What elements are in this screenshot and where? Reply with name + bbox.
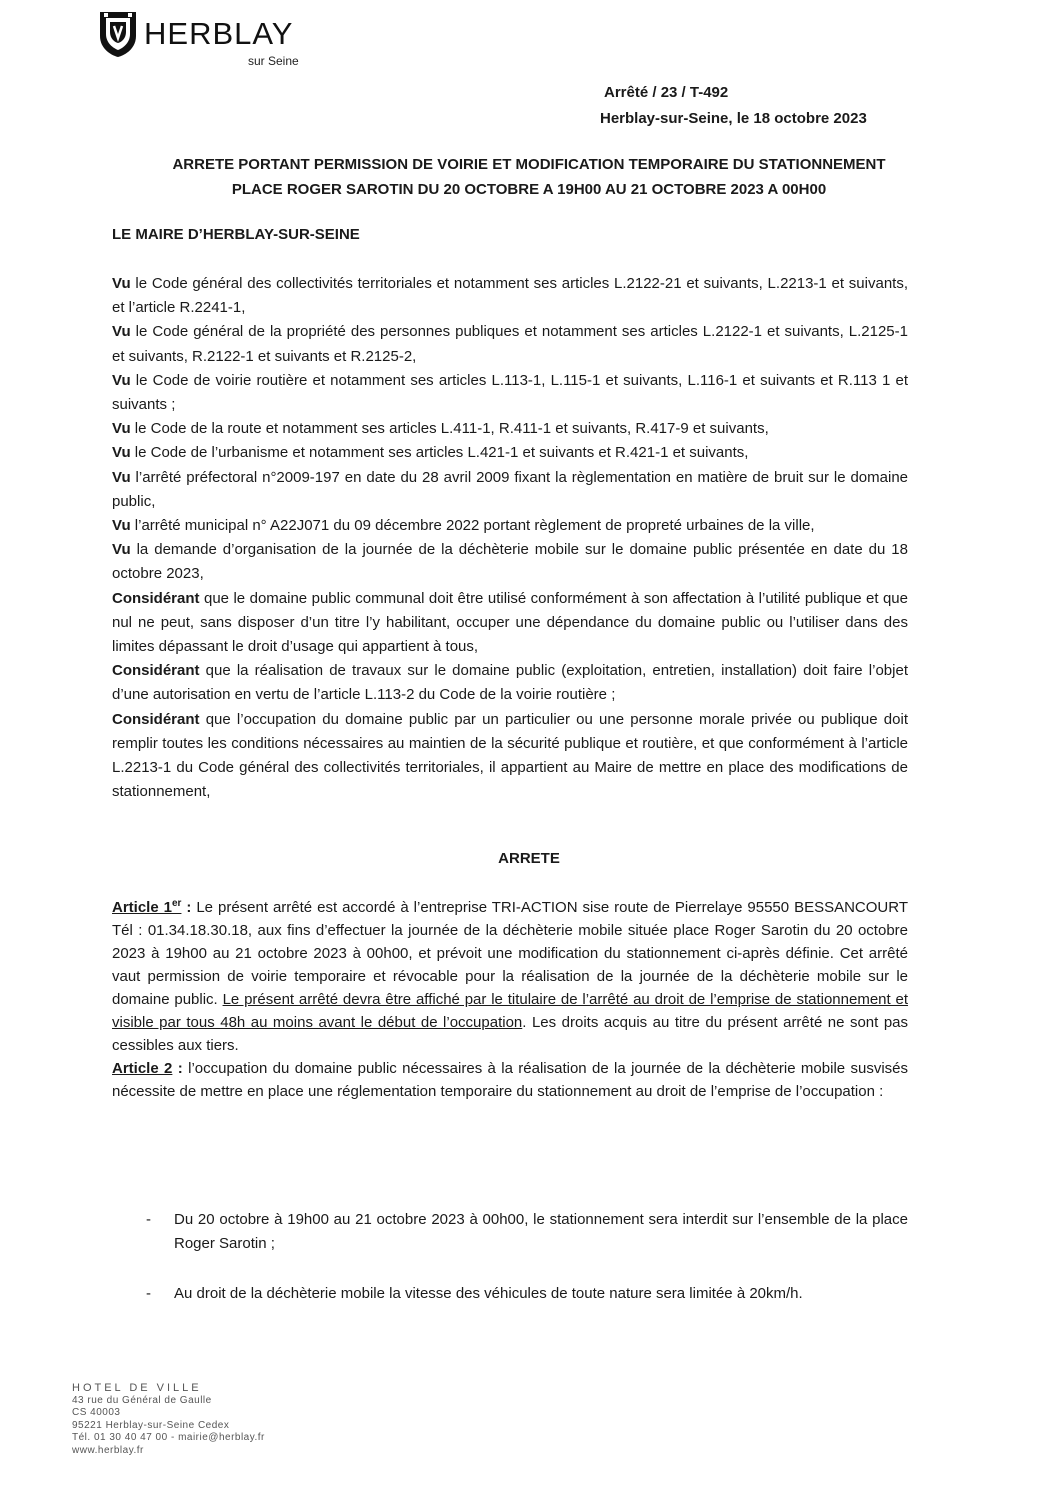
authority-heading: LE MAIRE D’HERBLAY-SUR-SEINE [112,226,360,243]
article-2: Article 2 : l’occupation du domaine public nécessaires à la réalisation de la journée de la déchèterie mobile susvisés nécessite de mettre en place une réglementation temporaire du stationnement au droit de l’emprise de l’occupation : [112,1060,908,1100]
recital: Vu le Code de la route et notamment ses articles L.411-1, R.411-1 et suivants, R.417-9 et suivants, [112,420,769,438]
footer-postbox: CS 40003 [72,1407,121,1418]
decree-reference-block [600,80,867,132]
decree-reference: Arrêté / 23 / T-492 [604,84,729,101]
article-1: Article 1er : Le présent arrêté est accordé à l’entreprise TRI-ACTION sise route de Pierrelaye 95550 BESSANCOURT Tél : 01.34.18.30.18, aux fins d’effectuer la journée de la déchèterie mobile située place Roger Sarotin du 20 octobre 2023 à 19h00 au 21 octobre 2023 à 00h00, et prévoit une modification du stationnement ci-après définie. Cet arrêté vaut permission de voirie temporaire et révocable pour la réalisation de la journée de la déchèterie mobile sur le domaine public. Le présent arrêté devra être affiché par le titulaire de l’arrêté au droit de l’emprise de stationnement et visible par tous 48h au moins avant le début de l’occupation. Les droits acquis au titre du présent arrêté ne sont pas cessibles aux tiers. [112,898,909,1054]
title-line-1: ARRETE PORTANT PERMISSION DE VOIRIE ET MODIFICATION TEMPORAIRE DU STATIONNEMENT [172,156,886,173]
measures-list [146,1208,908,1332]
recital: Considérant que le domaine public communal doit être utilisé conformément à son affectation à l’utilité publique et que nul ne peut, sans disposer d’un titre l’y habilitant, occuper une dépendance du domaine public ou l’utiliser dans des limites dépassant le droit d’usage qui appartient à tous, [112,589,908,656]
recital: Vu la demande d’organisation de la journée de la déchèterie mobile sur le domaine public présentée en date du 18 octobre 2023, [112,541,908,583]
articles [112,896,908,1103]
title-line-2: PLACE ROGER SAROTIN DU 20 OCTOBRE A 19H00 AU 21 OCTOBRE 2023 A 00H00 [231,181,827,198]
footer-website: www.herblay.fr [72,1444,144,1456]
recital: Vu l’arrêté municipal n° A22J071 du 09 décembre 2022 portant règlement de propreté urbaines de la ville, [112,517,815,535]
list-item: - Au droit de la déchèterie mobile la vitesse des véhicules de toute nature sera limitée à 20km/h. [146,1285,803,1302]
logo-wordmark: HERBLAY [144,16,294,51]
recital: Vu le Code général de la propriété des personnes publiques et notamment ses articles L.2122-1 et suivants, L.2125-1 et suivants, R.2122-1 et suivants et R.2125-2, [112,323,908,365]
place-and-date: Herblay-sur-Seine, le 18 octobre 2023 [600,110,867,127]
herblay-logo [98,8,338,68]
footer-title: HOTEL DE VILLE [72,1382,202,1394]
recitals [112,272,908,804]
recital: Vu le Code de voirie routière et notamment ses articles L.113-1, L.115-1 et suivants, L.116-1 et suivants et R.113 1 et suivants ; [112,371,908,414]
city-hall-footer [72,1382,265,1457]
recital: Vu le Code de l’urbanisme et notamment ses articles L.421-1 et suivants et R.421-1 et suivants, [112,444,749,462]
logo-subtitle: sur Seine [248,54,299,68]
footer-city: 95221 Herblay-sur-Seine Cedex [72,1419,230,1431]
posting-requirement: Le présent arrêté devra être affiché par le titulaire de l’arrêté au droit de l’emprise de stationnement et visible par tous 48h au moins avant le début de l’occupation [112,991,909,1031]
recital: Vu l’arrêté préfectoral n°2009-197 en date du 28 avril 2009 fixant la règlementation en matière de bruit sur le domaine public, [112,468,908,510]
recital: Considérant que l’occupation du domaine public par un particulier ou une personne morale privée ou publique doit remplir toutes les conditions nécessaires au maintien de la sécurité publique et routière, et que conformément à l’article L.2213-1 du Code général des collectivités territoriales, il appartient au Maire de mettre en place des modifications de stationnement, [112,710,908,801]
decision-heading: ARRETE [498,850,560,867]
article-2-label: Article 2 [112,1060,173,1077]
footer-address: 43 rue du Général de Gaulle [72,1394,212,1406]
list-item: - Du 20 octobre à 19h00 au 21 octobre 2023 à 00h00, le stationnement sera interdit sur l’ensemble de la place Roger Sarotin ; [146,1211,908,1252]
recital: Considérant que la réalisation de travaux sur le domaine public (exploitation, entretien, installation) doit faire l’objet d’une autorisation en vertu de l’article L.113-2 du Code de la voirie routière ; [112,662,908,704]
footer-contact: Tél. 01 30 40 47 00 - mairie@herblay.fr [72,1432,265,1443]
city-crest-icon [98,10,138,58]
document-title [70,152,988,202]
article-1-label: Article 1er [112,898,182,916]
recital: Vu le Code général des collectivités territoriales et notamment ses articles L.2122-21 et suivants, L.2213-1 et suivants, et l’article R.2241-1, [112,275,908,317]
